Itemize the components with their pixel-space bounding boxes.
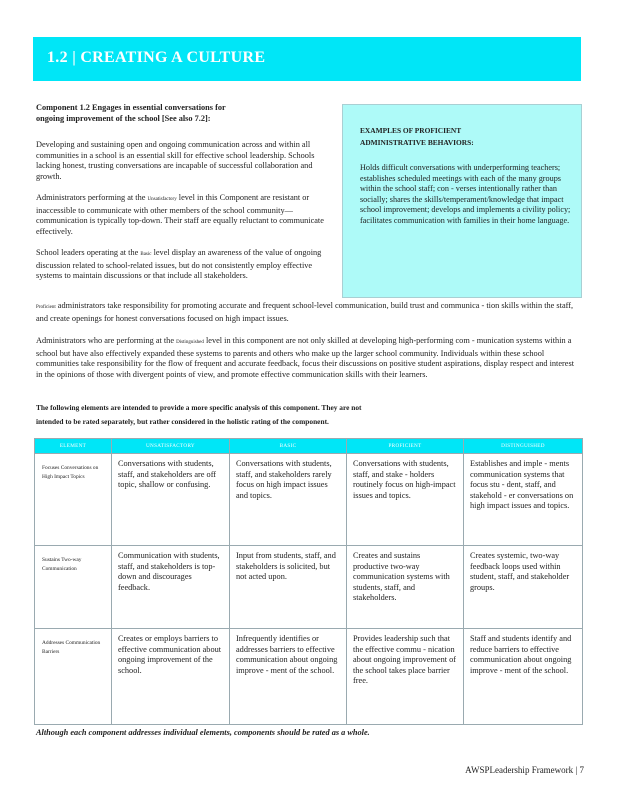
section-title: 1.2 | CREATING A CULTURE — [47, 49, 266, 66]
table-cell: Conversations with students, staff, and stakeholders rarely focus on high impact issues and topics. — [230, 454, 347, 546]
page-number: 7 — [579, 765, 584, 775]
examples-callout — [342, 104, 582, 298]
table-cell: Infrequently identifies or addresses barriers to effective communication about ongoing improve - ment of the school. — [230, 629, 347, 725]
header-element: ELEMENT — [35, 439, 112, 454]
element-cell: Sustains Two-way Communication — [35, 546, 112, 629]
level-label-basic: Basic — [140, 252, 152, 257]
page-footer — [400, 765, 584, 775]
table-row — [35, 546, 583, 629]
header-distinguished: DISTINGUISHED — [464, 439, 583, 454]
table-cell: Staff and students identify and reduce barriers to effective communication about ongoing improve - ment of the school. — [464, 629, 583, 725]
element-cell: Focuses Conversations on High Impact Topics — [35, 454, 112, 546]
element-cell: Addresses Communication Barriers — [35, 629, 112, 725]
table-cell: Creates and sustains productive two-way communication systems with students, staff, and stakeholders. — [347, 546, 464, 629]
table-header-row — [35, 439, 583, 454]
footer-divider: | — [575, 765, 580, 775]
level-label-unsatisfactory: Unsatisfactory — [147, 197, 177, 202]
table-cell: Input from students, staff, and stakeholders is solicited, but not acted upon. — [230, 546, 347, 629]
table-cell: Establishes and imple - ments communication systems that focus stu - dent, staff, and stakehold - er conversations on high impact issues and topics. — [464, 454, 583, 546]
table-cell: Conversations with students, staff, and stakeholders are off topic, shallow or confusing. — [112, 454, 230, 546]
paragraph-proficient: Proficient administrators take responsibility for promoting accurate and frequent school-level communication, build trust and communica - tion skills within the staff, and create openings for honest conversations focused on high impact issues. — [36, 301, 574, 323]
table-cell: Communication with students, staff, and stakeholders is top-down and discourages feedback. — [112, 546, 230, 629]
table-row — [35, 629, 583, 725]
table-cell: Conversations with students, staff, and stake - holders routinely focus on high-impact issues and topics. — [347, 454, 464, 546]
component-heading-line1: Component 1.2 Engages in essential conversations for — [36, 103, 226, 112]
paragraph-distinguished: Administrators who are performing at the Distinguished level in this component are not only skilled at developing high-performing com - munication systems within a school but have also effectively expanded these systems to parents and others who make up the larger school community. Individuals within these school communities take responsibility for the flow of frequent and accurate feedback, focus their discussions on positive student aspirations, display respect and interest in the opinions of those with divergent points of view, and promote effective communication skills with their learners. — [36, 336, 574, 379]
header-unsatisfactory: UNSATISFACTORY — [112, 439, 230, 454]
paragraph-intro: Developing and sustaining open and ongoing communication across and within all communities in a school is an essential skill for effective school leadership. Schools lacking honest, trusting conversations are incapable of successful collaboration and growth. — [36, 140, 315, 181]
rubric-table — [34, 438, 583, 725]
table-cell: Provides leadership such that the effective commu - nication about ongoing improvement of the school takes place barrier free. — [347, 629, 464, 725]
table-row — [35, 454, 583, 546]
level-label-distinguished: Distinguished — [176, 340, 204, 345]
component-heading-line2: ongoing improvement of the school [See also 7.2]: — [36, 113, 211, 123]
header-basic: BASIC — [230, 439, 347, 454]
callout-title: EXAMPLES OF PROFICIENT ADMINISTRATIVE BEHAVIORS: — [360, 126, 474, 147]
table-cell: Creates or employs barriers to effective communication about ongoing improvement of the school. — [112, 629, 230, 725]
framework-name: AWSPLeadership Framework — [465, 765, 574, 775]
paragraph-unsatisfactory: Administrators performing at the Unsatisfactory level in this Component are resistant or inaccessible to communicate with other members of the school community—communication is typically top-down. Their staff are equally reluctant to communicate effectively. — [36, 193, 324, 236]
section-banner — [33, 37, 581, 81]
header-proficient: PROFICIENT — [347, 439, 464, 454]
paragraph-basic: School leaders operating at the Basic level display an awareness of the value of ongoing discussion related to school-related issues, but do not consistently employ effective systems to maintain discussions or that include all stakeholders. — [36, 248, 322, 281]
footer-note: Although each component addresses individual elements, components should be rated as a whole. — [36, 728, 370, 737]
table-cell: Creates systemic, two-way feedback loops used within student, staff, and stakeholder groups. — [464, 546, 583, 629]
component-heading — [36, 103, 336, 124]
level-label-proficient: Proficient — [36, 305, 56, 310]
elements-note: The following elements are intended to provide a more specific analysis of this component. They are not intended to be rated separately, but rather considered in the holistic rating of the component. — [36, 403, 362, 426]
callout-body: Holds difficult conversations with underperforming teachers; establishes scheduled meetings with each of the many groups within the school staff; con - verses intentionally rather than socially; shares the skills/temperament/knowledge that impact school improvement; develops and implements a civility policy; facilitates communication with families in their home language. — [360, 163, 571, 225]
